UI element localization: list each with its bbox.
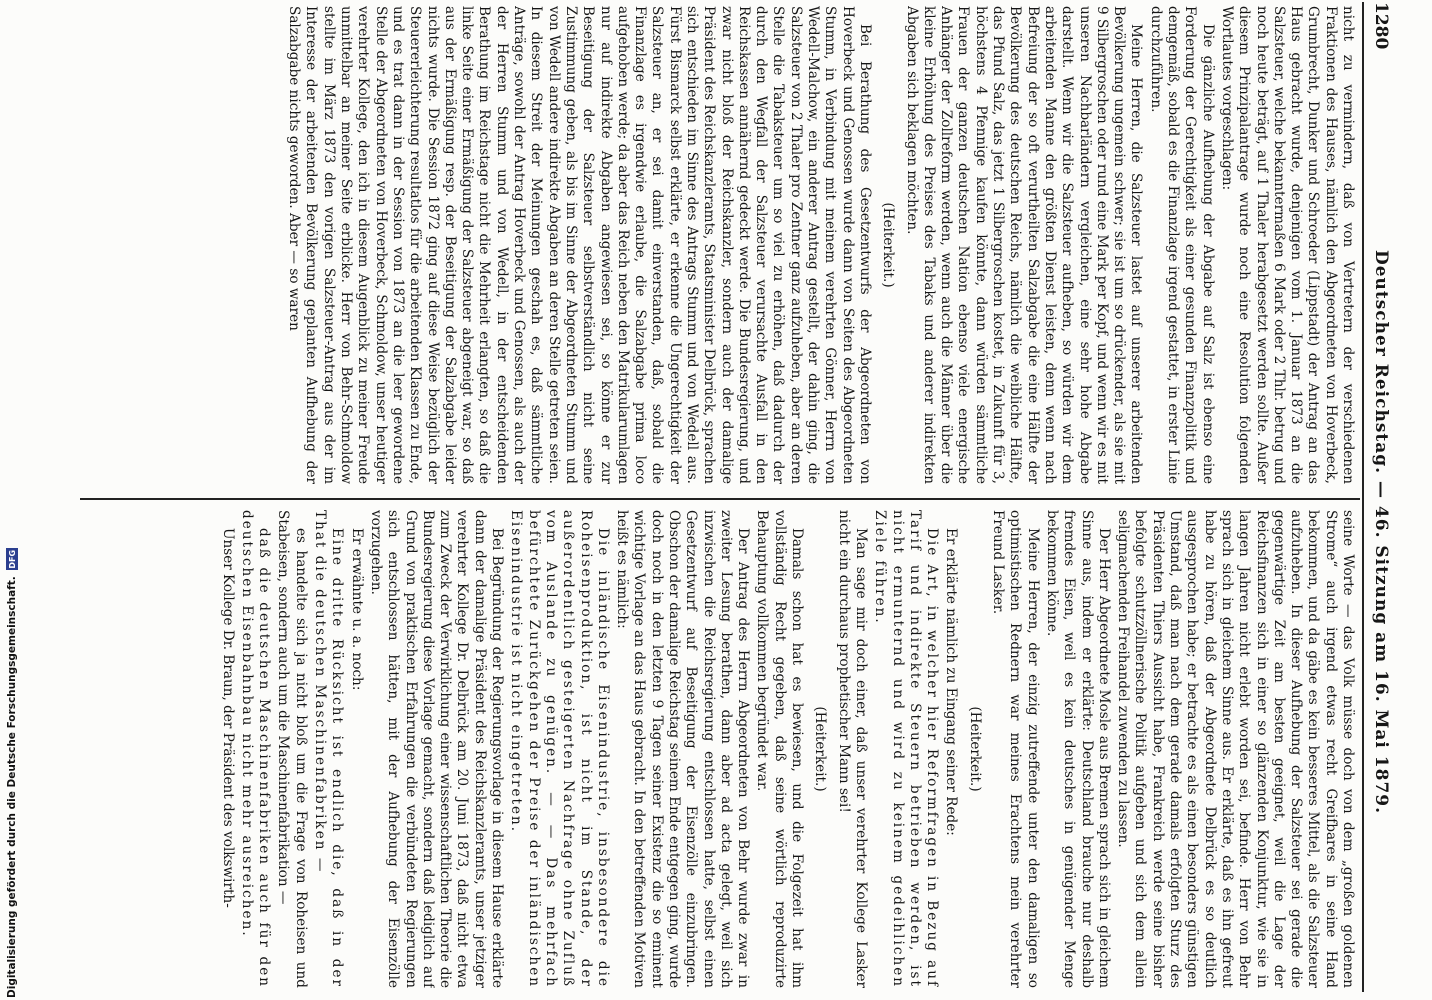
paragraph: Er erklärte nämlich zu Eingang seiner Rede: (943, 528, 960, 836)
paragraph: daß die deutschen Maschinenfabriken auch für den deutschen Eisenbahnbau nicht mehr ausreichen. (238, 510, 273, 988)
paragraph: (Heiterkeit.) (880, 202, 897, 288)
credit-footer (4, 2, 20, 998)
paragraph: (Heiterkeit.) (812, 706, 829, 792)
running-head: Deutscher Reichstag. — 46. Sitzung am 16. Mai 1879. (1371, 249, 1391, 815)
page-header (1366, 2, 1396, 992)
paragraph: Die Art, in welcher hier Reformfragen in Bezug auf Tarif und indirekte Steuern betrieben werden, ist nicht ermunternd und wird zu keinem gedeihlichen Ziele führen. (872, 510, 941, 988)
paragraph: seine Worte — das Volk müsse doch von dem „großen goldenen Strome“ auch irgend etwas recht Greifbares in seine Hand bekommen, und da gäbe es kein besseres Mittel, als die Salzsteuer aufzuheben. In dieser Aufhebung der Salzsteuer sei gerade die gegenwärtige Zeit am besten geeignet, weil die Lage der Reichsfinanzen sich in einer so glänzenden Konjunktur, wie sie in langen Jahren nicht erlebt worden sei, befinde. Herr von Behr sprach sich in gleichem Sinne aus. Er erklärte, daß es ihn gefreut habe zu hören, daß der Abgeordnete Delbrück es so deutlich ausgesprochen habe; er betrachte es als einen besonders günstigen Umstand, daß man nach dem gerade damals erfolgten Sturz des Präsidenten Thiers Aussicht habe, Frankreich werde seine bisher befolgte schutzzöllnerische Politik aufgeben und sich dem allein seligmachenden Freihandel zuwenden zu lassen. (1115, 510, 1356, 988)
paragraph: Damals schon hat es bewiesen, und die Folgezeit hat ihm vollständig Recht gegeben, daß seine wörtlich reproduzirte Behauptung vollkommen begründet war. (754, 510, 806, 988)
paragraph: nicht zu vermindern, daß von Vertretern der verschiedenen Fraktionen des Hauses, nämlich den Abgeordneten von Hoverbeck, Grumbrecht, Dunker und Schroeder (Lippstadt) der Antrag an das Haus gebracht wurde, denjenigen vom 1. Januar 1873 an die Salzsteuer, welche bekanntermaßen 6 Mark oder 2 Thlr. betrug und noch heute beträgt, auf 1 Thaler herabgesetzt werden sollte. Außer diesem Prinzipalantrage wurde noch eine Resolution folgenden Wortlautes vorgeschlagen: (1218, 6, 1356, 484)
paragraph: Er erwähnte u. a. noch: (348, 528, 365, 691)
paragraph: es handelte sich ja nicht bloß um die Frage von Roheisen und Stabeisen, sondern auch um die Maschinenfabrikation — (275, 510, 309, 988)
paragraph: Eine dritte Rücksicht ist endlich die, daß in der That die deutschen Maschinenfabriken — (312, 510, 346, 988)
dfg-logo: DFG (7, 549, 17, 569)
header-rule (1362, 2, 1364, 992)
left-column (86, 6, 1356, 484)
paragraph: Die gänzliche Aufhebung der Abgabe auf Salz ist ebenso eine Forderung der Gerechtigkeit als einer gesunden Finanzpolitik und demgemäß, sobald es die Finanzlage irgend gestattet, in erster Linie durchzuführen. (1147, 6, 1216, 484)
credit-text: Digitalisierung gefördert durch die Deutsche Forschungsgemeinschaft. (6, 576, 18, 998)
paragraph: Bei Begründung der Regierungsvorlage in diesem Hause erklärte dann der damalige Präsident des Reichskanzleramts, unser jetziger verehrter Kollege Dr. Delbrück am 20. Juni 1873, daß nicht etwa zum Zweck der Verwirklichung einer wissenschaftlichen Theorie die Bundesregierung diese Vorlage gemacht, sondern daß lediglich auf Grund von praktischen Erfahrungen die verbündeten Regierungen sich entschlossen hätten, mit der Aufhebung der Eisenzölle vorzugehen. (367, 510, 506, 988)
paragraph: Der Antrag des Herrn Abgeordneten von Behr wurde zwar in zweiter Lesung berathen, dann aber ad acta gelegt, weil sich inzwischen die Reichsregierung entschlossen hatte, selbst einen Gesetzentwurf auf Beseitigung der Eisenzölle einzubringen. Obschon der damalige Reichstag seinem Ende entgegen ging, wurde doch noch in den letzten 9 Tagen seiner Existenz die so eminent wichtige Vorlage an das Haus gebracht. In den betreffenden Motiven heißt es nämlich: (614, 510, 752, 988)
paragraph: Man sage mir doch einer, daß unser verehrter Kollege Lasker nicht ein durchaus prophetischer Mann sei! (835, 510, 869, 988)
page-number: 1280 (1371, 2, 1391, 50)
paragraph: Die inländische Eisenindustrie, insbesondere die Roheisenproduktion, ist nicht im Stande, der außerordentlich gesteigerten Nachfrage ohne Zufluß vom Auslande zu genügen. — — Das mehrfach befürchtete Zurückgehen der Preise der inländischen Eisenindustrie ist nicht eingetreten. (508, 510, 611, 988)
paragraph: Unser Kollege Dr. Braun, der Präsident des volkswirth- (219, 528, 236, 908)
paragraph: Bei Berathung des Gesetzentwurfs der Abgeordneten von Hoverbeck und Genossen wurde dann von Seiten des Abgeordneten Stumm, in Verbindung mit meinem verehrten Gönner, Herrn von Wedell-Malchow, ein anderer Antrag gestellt, der dahin ging, die Salzsteuer von 2 Thaler pro Zentner ganz aufzuheben, aber an deren Stelle die Tabaksteuer um so viel zu erhöhen, daß dadurch der durch den Wegfall der Salzsteuer verursachte Ausfall in den Reichskassen annähernd gedeckt werde. Die Bundesregierung, und zwar nicht bloß der Reichskanzler, sondern auch der damalige Präsident des Reichskanzleramts, Staatsminister Delbrück, sprachen sich entschieden im Sinne des Antrags Stumm und von Wedell aus. Fürst Bismarck selbst erklärte, er erkenne die Ungerechtigkeit der Salzsteuer an, er sei damit einverstanden, daß, sobald die Finanzlage es irgendwie erlaube, die Salzabgabe prima loco aufgehoben werde; da aber das Reich neben den Matrikularumlagen nur auf indirekte Abgaben angewiesen sei, so könne er zur Beseitigung der Salzsteuer selbstverständlich nicht seine Zustimmung geben, als bis im Sinne der Abgeordneten Stumm und von Wedell andere indirekte Abgaben an deren Stelle getreten seien. In diesem Streit der Meinungen geschah es, daß sämmtliche Anträge, sowohl der Antrag Hoverbeck und Genossen, als auch der der Herren Stumm und von Wedell, in der entscheidenden Berathung im Reichstage nicht die Mehrheit erlangten, so daß die linke Seite einer Ermäßigung der Salzsteuer abgeneigt war, so daß aus der Ermäßigung resp. der Beseitigung der Salzabgabe leider nichts wurde. Die Session 1872 ging auf diese Weise bezüglich der Steuererleichterung resultatlos für die arbeitenden Klassen zu Ende, und es trat dann in der Session von 1873 an die leer gewordene Stelle der Abgeordneten von Hoverbeck, Schmoldow, unser heutiger verehrter Kollege, den ich in diesem Augenblick zu meiner Freude unmittelbar an meiner Seite erblicke. Herr von Behr-Schmoldow stellte im März 1873 den vorigen Salzsteuer-Antrag aus der im Interesse der arbeitenden Bevölkerung geplanten Aufhebung der Salzabgabe nichts geworden. Aber — so waren (286, 6, 873, 484)
paragraph: Meine Herren, der einzig zutreffende unter den damaligen so optimistischen Rednern war meines Erachtens mein verehrter Freund Lasker. (990, 510, 1041, 988)
right-column (86, 510, 1356, 988)
paragraph: Meine Herren, die Salzsteuer lastet auf unserer arbeitenden Bevölkerung ungemein schwer; sie ist um so drückender, als sie mit 9 Silbergroschen oder rund eine Mark per Kopf, und wenn wir es mit unseren Nachbarländern vergleichen, eine sehr hohe Abgabe darstellt. Wenn wir die Salzsteuer aufheben, so würden wir dem arbeitenden Manne den größten Dienst leisten, denn wenn nach Befreiung der so oft verurtheilten Salzabgabe die eine Hälfte der Bevölkerung des deutschen Reichs, nämlich die weibliche Hälfte, das Pfund Salz, das jetzt 1 Silbergroschen kostet, in Zukunft für 3, höchstens 4 Pfennige kaufen könnte, dann würden sämmtliche Frauen der ganzen deutschen Nation ebenso viele energische Anhänger der Zollreform werden, wenn auch die Männer über die kleine Erhöhung des Preises des Tabaks und anderer indirekten Abgaben sich beklagen möchten. (903, 6, 1145, 484)
paragraph: (Heiterkeit.) (966, 706, 983, 792)
paragraph: Der Herr Abgeordnete Mosle aus Bremen sprach sich in gleichem Sinne aus, indem er erklärte: Deutschland brauche nur deshalb fremdes Eisen, weil es kein deutsches in genügender Menge bekommen könne. (1043, 510, 1112, 988)
column-divider (80, 498, 1360, 500)
rotated-newspaper-page (70, 2, 1400, 992)
